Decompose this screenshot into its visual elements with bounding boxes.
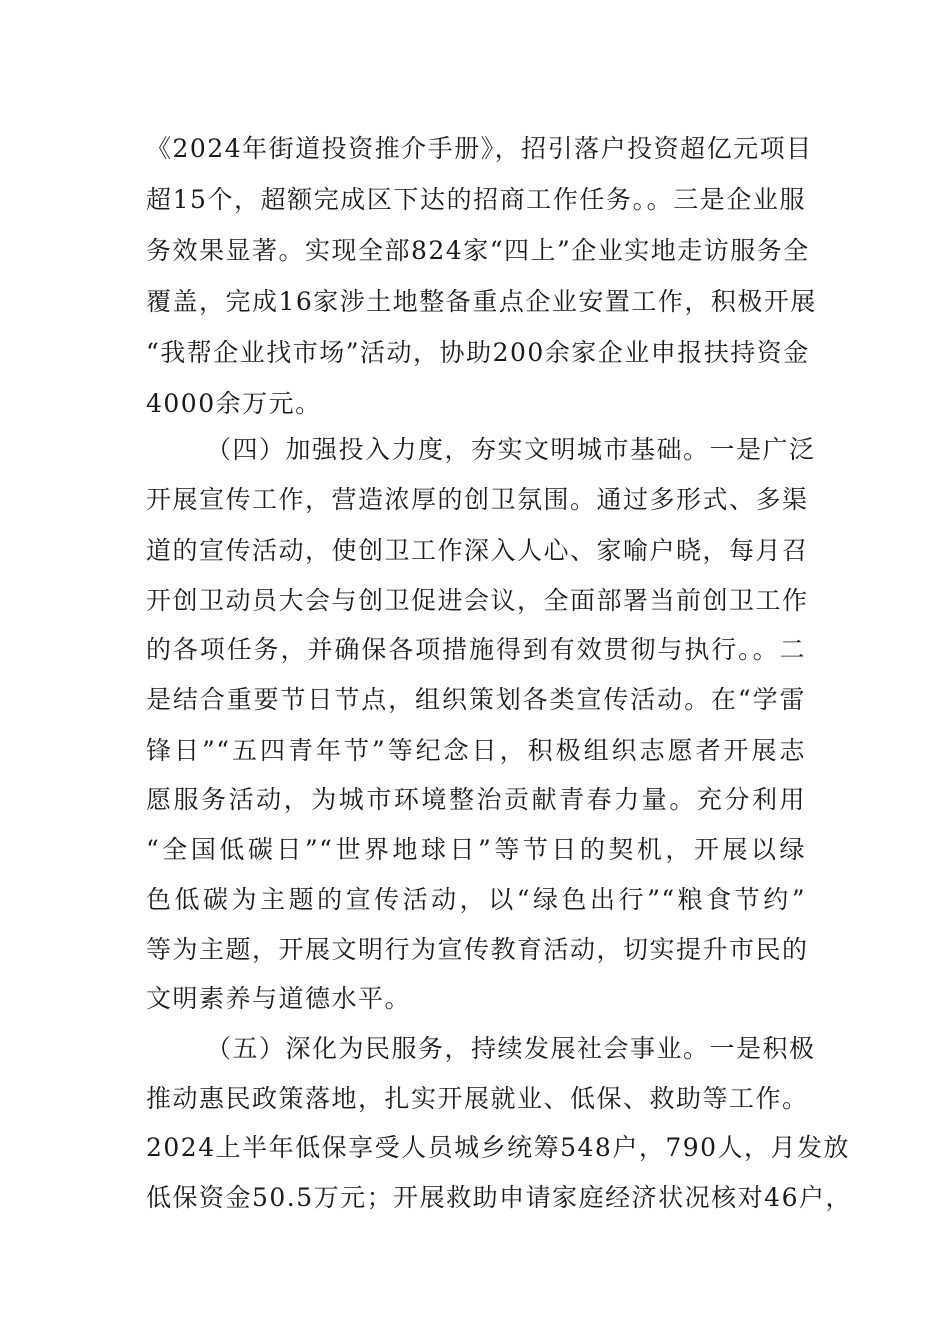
- text-line: 的各项任务，并确保各项措施得到有效贯彻与执行。。二: [146, 635, 806, 664]
- text-line: “全国低碳日”“世界地球日”等节日的契机，开展以绿: [146, 835, 806, 864]
- text-line: 是结合重要节日节点，组织策划各类宣传活动。在“学雷: [146, 685, 806, 714]
- text-line: 务效果显著。实现全部824家“四上”企业实地走访服务全: [146, 236, 810, 265]
- text-line: 道的宣传活动，使创卫工作深入人心、家喻户晓，每月召: [146, 536, 809, 565]
- paragraph-heading-line: （四）加强投入力度，夯实文明城市基础。一是广泛: [206, 435, 816, 464]
- text-line: 超15个，超额完成区下达的招商工作任务。。三是企业服: [146, 185, 806, 214]
- text-line: 2024上半年低保享受人员城乡统筹548户，790人，月发放: [146, 1133, 851, 1162]
- text-line: 愿服务活动，为城市环境整治贡献青春力量。充分利用: [146, 785, 806, 814]
- text-line: “我帮企业找市场”活动，协助200余家企业申报扶持资金: [146, 338, 810, 367]
- text-line: 《2024年街道投资推介手册》，招引落户投资超亿元项目: [146, 134, 813, 163]
- text-line: 覆盖，完成16家涉土地整备重点企业安置工作，积极开展: [146, 287, 817, 316]
- text-line: 色低碳为主题的宣传活动，以“绿色出行”“粮食节约”: [146, 885, 806, 914]
- text-line: 推动惠民政策落地，扎实开展就业、低保、救助等工作。: [146, 1084, 809, 1113]
- text-line: 锋日”“五四青年节”等纪念日，积极组织志愿者开展志: [146, 736, 806, 765]
- text-line: 等为主题，开展文明行为宣传教育活动，切实提升市民的: [146, 935, 809, 964]
- text-line: 低保资金50.5万元；开展救助申请家庭经济状况核对46户，: [146, 1183, 852, 1212]
- paragraph-heading-line: （五）深化为民服务，持续发展社会事业。一是积极: [206, 1034, 816, 1063]
- text-line: 文明素养与道德水平。: [146, 984, 412, 1013]
- text-line: 4000余万元。: [146, 389, 322, 418]
- text-line: 开创卫动员大会与创卫促进会议，全面部署当前创卫工作: [146, 586, 809, 615]
- text-line: 开展宣传工作，营造浓厚的创卫氛围。通过多形式、多渠: [146, 485, 809, 514]
